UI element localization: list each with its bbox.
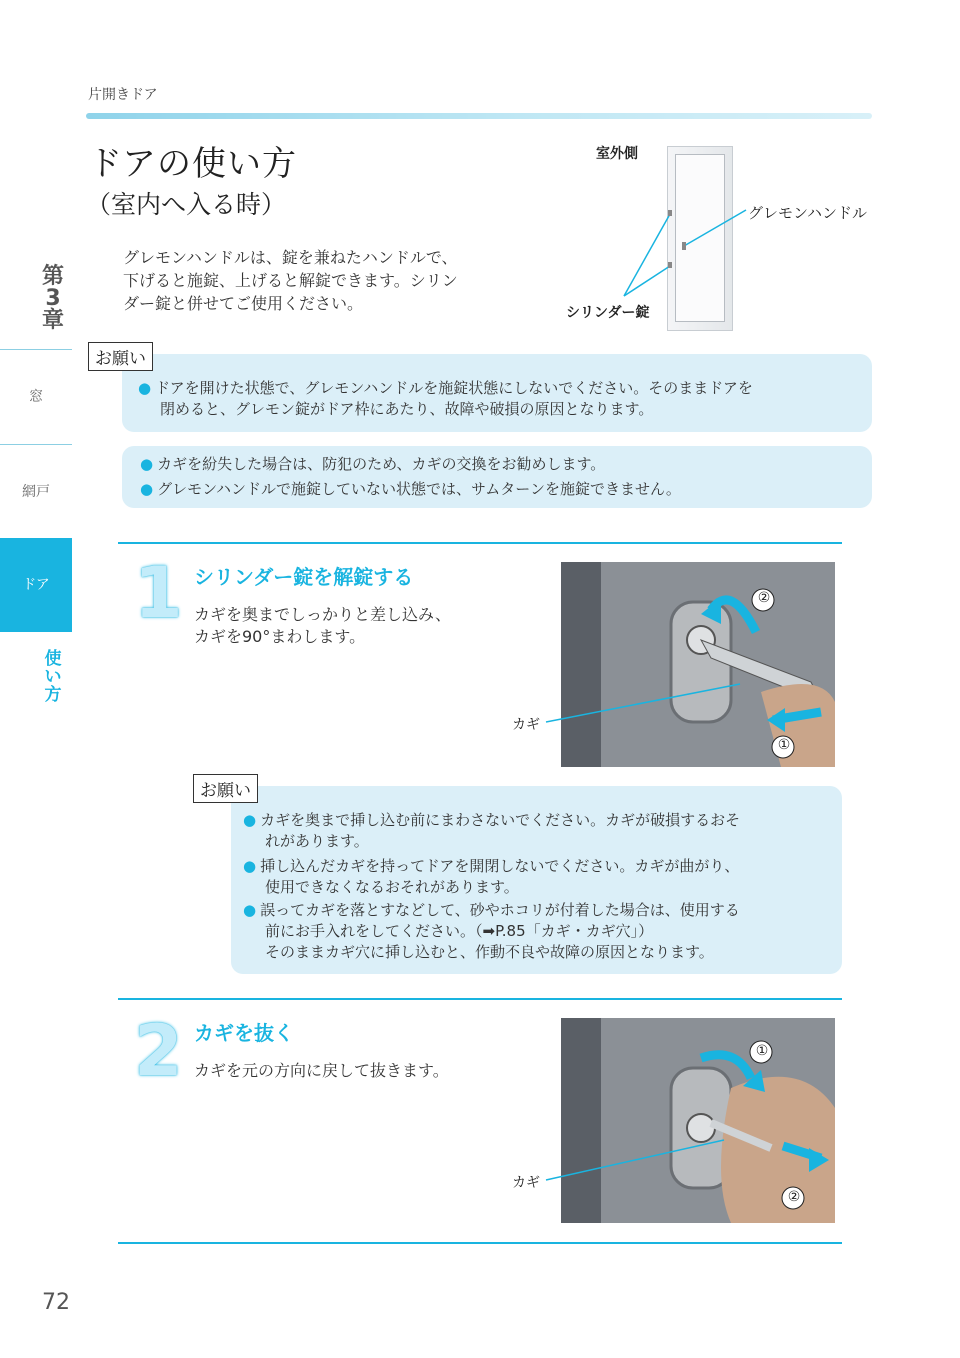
handle-label: グレモンハンドル [748,204,867,222]
side-divider [0,444,72,445]
key-label: カギ [512,1175,540,1191]
chapter-char: 章 [41,308,64,333]
info-item [140,479,681,500]
notice-item [243,856,739,898]
side-subitem-usage[interactable] [40,650,66,704]
bullet-icon: ● [140,480,154,498]
circle-number: ① [755,1043,769,1059]
step-number: 1 [134,552,183,634]
key-leader-line [544,680,744,730]
circle-number: ② [787,1189,801,1205]
chapter-char: 3 [45,286,61,311]
step-line: カギを元の方向に戻して抜きます。 [194,1061,449,1080]
notice-item [243,810,740,852]
usage-char: 使 [44,649,62,669]
step-text [194,604,451,648]
notice-line: 誤ってカギを落とすなどして、砂やホコリが付着した場合は、使用する [260,901,740,919]
side-item-window[interactable]: 窓 [29,389,43,405]
notice-tag: お願い [88,342,153,371]
notice-item [138,378,753,420]
usage-char: い [44,667,62,687]
notice-line: そのままカギ穴に挿し込むと、作動不良や故障の原因となります。 [265,943,714,961]
figure-leader-lines [600,190,760,320]
page-number: 72 [42,1290,70,1315]
notice-line: カギを奥まで挿し込む前にまわさないでください。カギが破損するおそ [260,811,741,829]
bullet-icon: ● [243,901,257,919]
step-title: カギを抜く [194,1021,294,1045]
unlock-photo-drawing [561,562,835,767]
notice-tag: お願い [193,774,258,803]
section-label: 片開きドア [88,87,158,103]
notice-line: れがあります。 [265,832,369,850]
intro-text [123,246,503,315]
step-line: カギを奥までしっかりと差し込み、 [194,605,451,624]
notice-item [243,900,740,963]
info-line: グレモンハンドルで施錠していない状態では、サムターンを施錠できません。 [157,480,681,498]
bullet-icon: ● [243,857,257,875]
step-number: 2 [134,1010,183,1092]
header-rule [86,113,872,119]
bullet-icon: ● [140,455,154,473]
circle-number: ① [777,737,791,753]
step-title: シリンダー錠を解錠する [194,565,414,589]
intro-line: グレモンハンドルは、錠を兼ねたハンドルで、 [123,248,458,267]
notice-line: ドアを開けた状態で、グレモンハンドルを施錠状態にしないでください。そのままドアを [155,379,753,397]
page-title: ドアの使い方 [88,144,297,184]
info-line: カギを紛失した場合は、防犯のため、カギの交換をお勧めします。 [157,455,606,473]
usage-char: 方 [44,685,62,705]
circle-number: ② [757,590,771,606]
chapter-char: 第 [41,264,64,289]
bullet-icon: ● [243,811,257,829]
chapter-label [38,266,68,332]
outside-label: 室外側 [596,146,638,162]
page-subtitle: （室内へ入る時） [86,190,287,219]
unlock-photo [561,562,835,767]
key-label: カギ [512,717,540,733]
notice-line: 閉めると、グレモン錠がドア枠にあたり、故障や破損の原因となります。 [160,400,654,418]
step-line: カギを90°まわします。 [194,627,366,646]
notice-line: 挿し込んだカギを持ってドアを開閉しないでください。カギが曲がり、 [260,857,740,875]
notice-line: 使用できなくなるおそれがあります。 [265,878,519,896]
notice-line: 前にお手入れをしてください。（➡P.85「カギ・カギ穴」） [265,922,654,940]
intro-line: 下げると施錠、上げると解錠できます。シリン [123,271,458,290]
side-item-screen[interactable]: 網戸 [22,484,50,500]
bullet-icon: ● [138,379,152,397]
key-leader-line [544,1136,744,1186]
side-divider [0,349,72,350]
cylinder-label: シリンダー錠 [566,305,650,321]
info-item [140,454,605,475]
step-divider [118,998,842,1000]
step-text [194,1060,449,1082]
step-divider [118,542,842,544]
side-item-door-label: ドア [22,577,50,593]
bottom-divider [118,1242,842,1244]
intro-line: ダー錠と併せてご使用ください。 [123,294,364,313]
